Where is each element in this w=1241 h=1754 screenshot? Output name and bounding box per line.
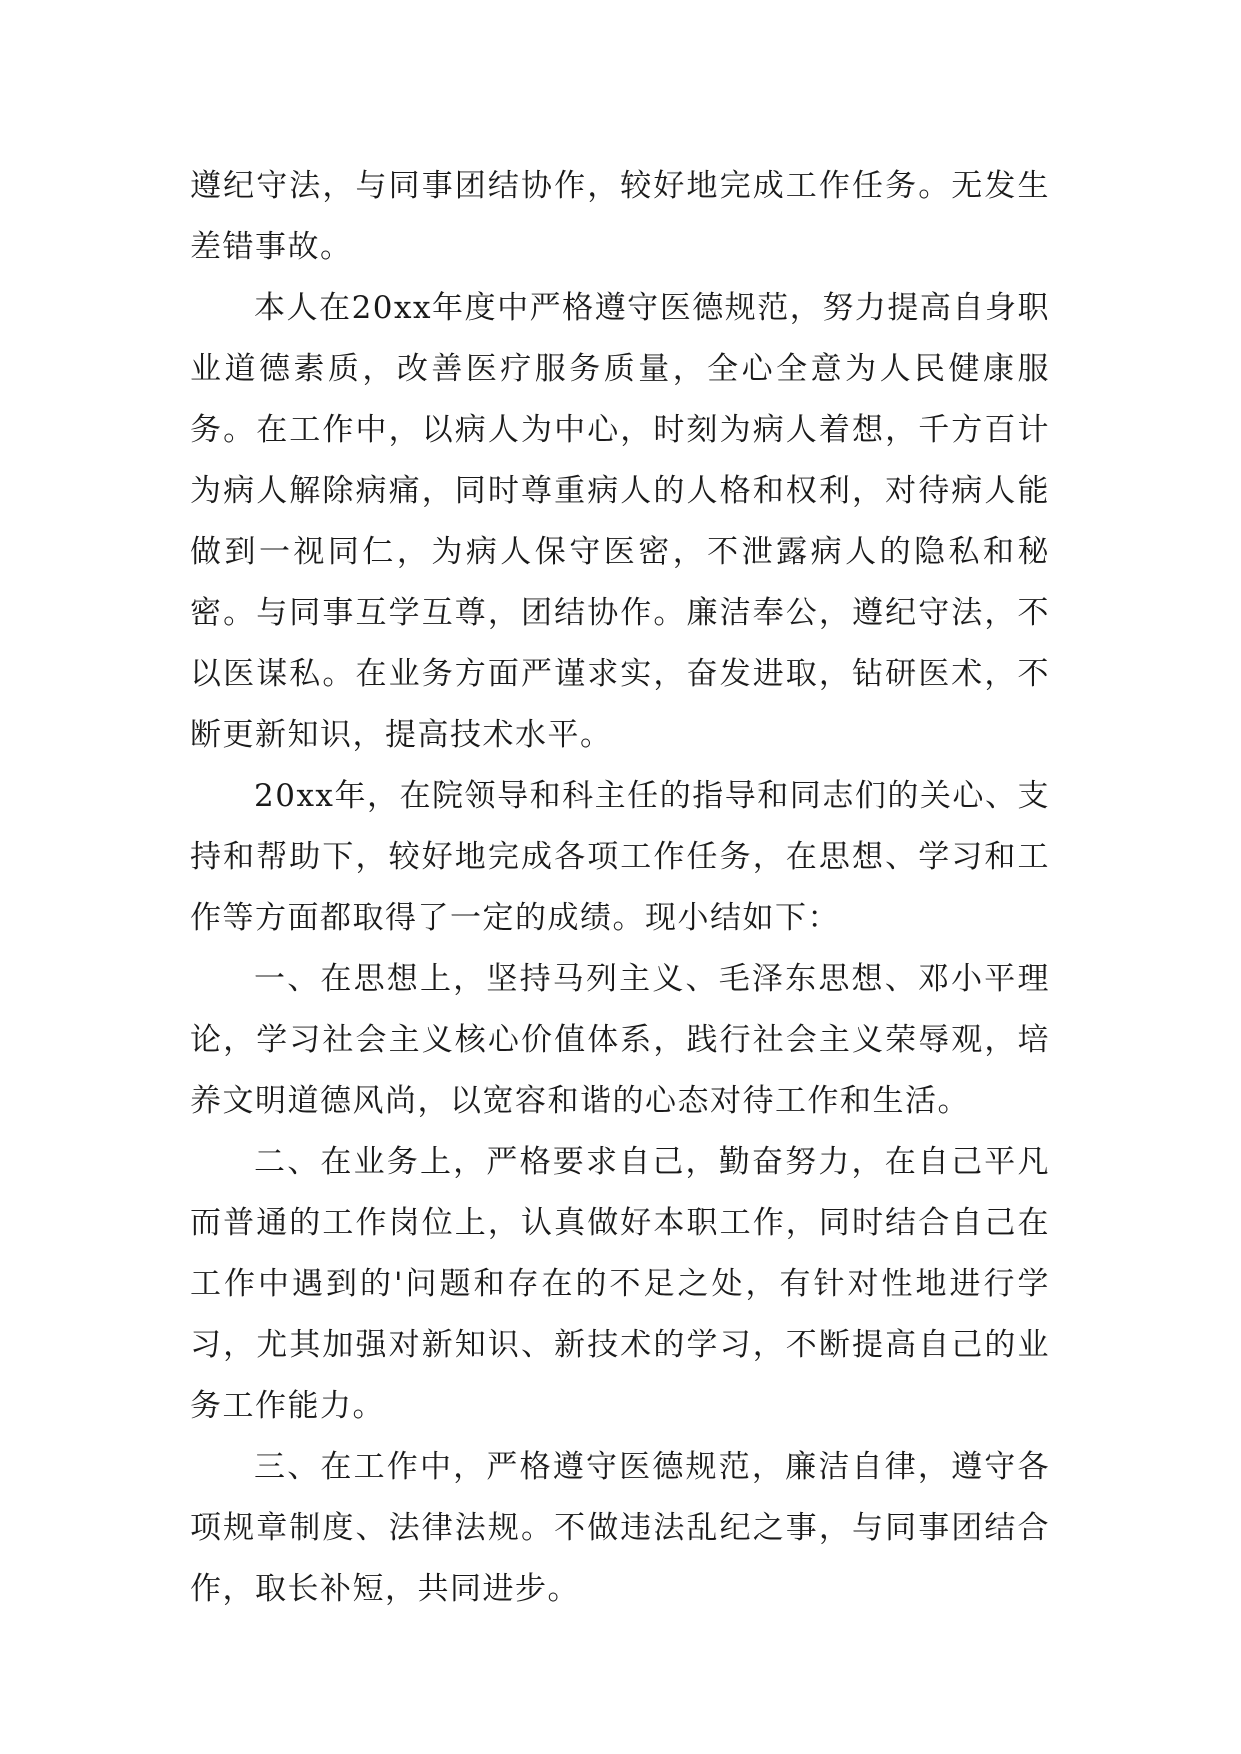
document-body [190,156,1050,1620]
paragraph-medical-ethics: 本人在20xx年度中严格遵守医德规范，努力提高自身职业道德素质，改善医疗服务质量，全心全意为人民健康服务。在工作中，以病人为中心，时刻为病人着想，千方百计为病人解除病痛，同时尊重病人的人格和权利，对待病人能做到一视同仁，为病人保守医密，不泄露病人的隐私和秘密。与同事互学互尊，团结协作。廉洁奉公，遵纪守法，不以医谋私。在业务方面严谨求实，奋发进取，钻研医术，不断更新知识，提高技术水平。 [190,290,1050,753]
paragraph-work: 三、在工作中，严格遵守医德规范，廉洁自律，遵守各项规章制度、法律法规。不做违法乱纪之事，与同事团结合作，取长补短，共同进步。 [190,1449,1050,1607]
paragraph-business: 二、在业务上，严格要求自己，勤奋努力，在自己平凡而普通的工作岗位上，认真做好本职工作，同时结合自己在工作中遇到的'问题和存在的不足之处，有针对性地进行学习，尤其加强对新知识、新技术的学习，不断提高自己的业务工作能力。 [190,1144,1050,1424]
paragraph-ideology: 一、在思想上，坚持马列主义、毛泽东思想、邓小平理论，学习社会主义核心价值体系，践行社会主义荣辱观，培养文明道德风尚，以宽容和谐的心态对待工作和生活。 [190,961,1050,1119]
paragraph-annual-summary-intro: 20xx年，在院领导和科主任的指导和同志们的关心、支持和帮助下，较好地完成各项工作任务，在思想、学习和工作等方面都取得了一定的成绩。现小结如下： [190,778,1050,936]
paragraph-continuation: 遵纪守法，与同事团结协作，较好地完成工作任务。无发生差错事故。 [190,168,1050,265]
